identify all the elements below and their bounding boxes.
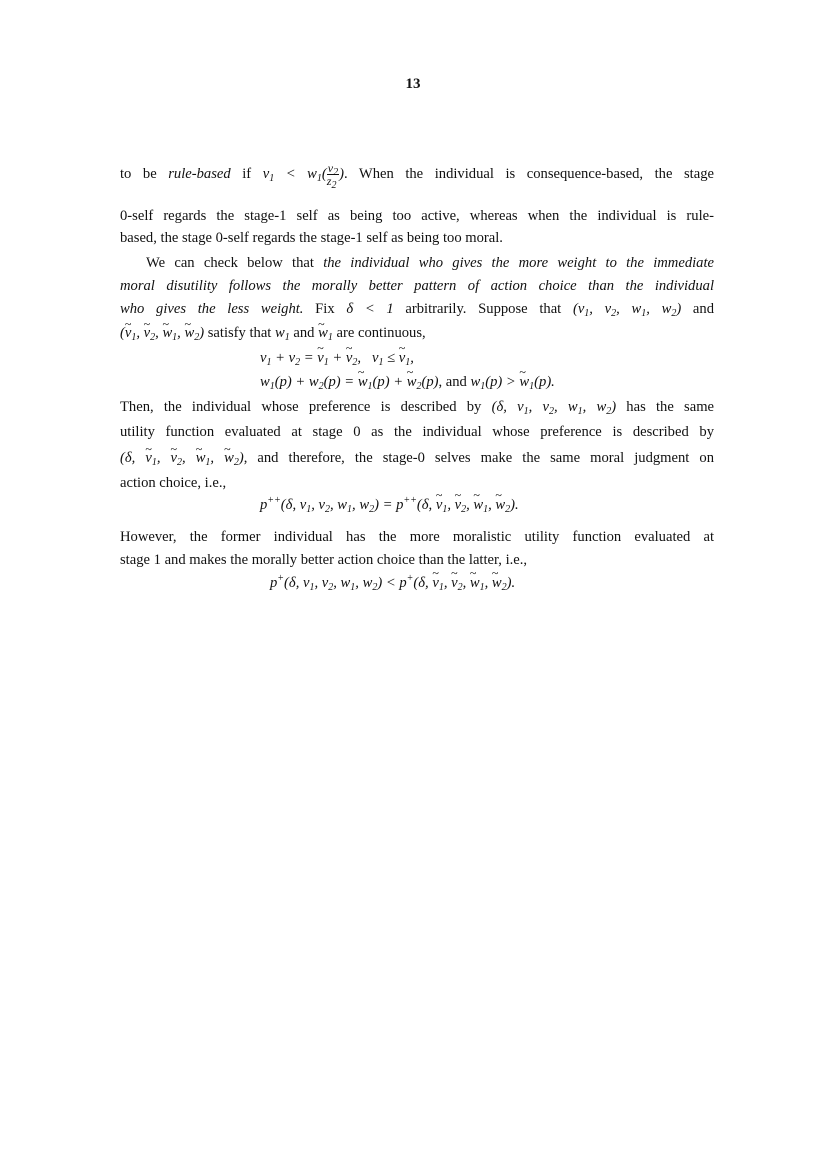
- paragraph-line-5: moral disutility follows the morally better pattern of action choice than the individual: [120, 278, 714, 294]
- paragraph-line-12: However, the former individual has the more moralistic utility function evaluated at: [120, 529, 714, 545]
- equation-4: p+(δ, $v_1$, $v_2$, $w_1$, $w_2) < p^+(\delta$, ~ $v_1$, ~ $v_2$, ~ $w_1$, ~ $w_2$).: [270, 575, 515, 592]
- equation-2: $w_1(p) + w_2(p)$ = ~ $w_1(p)$ + ~ $w_2(p)$, and $w_1(p)$ > ~ $w_1(p)$.: [260, 374, 555, 391]
- paragraph-line-10: (δ, ~ $v_1$, ~ $v_2$, ~ $w_1$, ~ $w_2$), and therefore, the stage-0 selves make the same moral judgment on: [120, 449, 714, 467]
- equation-1: $v_1 + v_2$ = ~ $v_1$ + ~ $v_2$, $v_1$ ≤ ~ $v_1$,: [260, 350, 414, 367]
- paragraph-line-3: based, the stage 0-self regards the stage-1 self as being too moral.: [120, 230, 503, 246]
- inequality-rule-based: $v_1 < w_1$( $\frac{v_2}{z_2}$ ): [262, 161, 344, 191]
- paragraph-line-8: Then, the individual whose preference is described by (δ, $v_1$, $v_2$, $w_1$, $w_2$) has the same: [120, 399, 715, 417]
- paragraph-line-7: (~ $v_1$, ~ $v_2$, ~ $w_1$, ~ $w_2$) satisfy that $w_1$ and ~ $w_1$ are continuous,: [120, 324, 714, 342]
- paragraph-line-11: action choice, i.e.,: [120, 475, 227, 491]
- equation-3: p++(δ, $v_1$, $v_2$, $w_1$, $w_2) = p^{++}(\delta$, ~ $v_1$, ~ $v_2$, ~ $w_1$, ~ $w_2$).: [260, 497, 519, 514]
- paragraph-line-9: utility function evaluated at stage 0 as the individual whose preference is described by: [120, 424, 714, 440]
- paragraph-line-1: to be rule-based if $v_1 < w_1$( $\frac{v_2}{z_2}$ ). When the individual is consequence-based, the stage: [120, 161, 714, 191]
- paragraph-line-6: who gives the less weight. Fix δ < 1 arbitrarily. Suppose that ($v_1$, $v_2$, $w_1$, $w_2$) and: [120, 301, 714, 319]
- paragraph-line-2: 0-self regards the stage-1 self as being too active, whereas when the individual is rule-: [120, 208, 714, 224]
- paragraph-line-13: stage 1 and makes the morally better action choice than the latter, i.e.,: [120, 552, 528, 568]
- page-number: 13: [405, 76, 421, 92]
- paragraph-line-4: We can check below that the individual who gives the more weight to the immediate: [146, 255, 715, 271]
